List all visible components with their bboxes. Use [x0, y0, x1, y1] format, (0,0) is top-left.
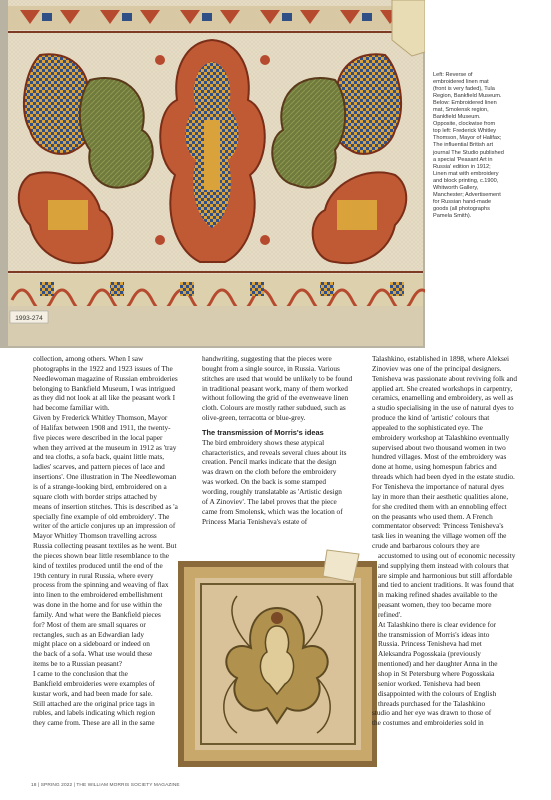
photo-caption: Left: Reverse of embroidered linen mat (front is very faded), Tula Region, Bankfield Museum. Below: Embroidered linen mat, Smolensk region, Bankfield Museum. Opposite, clockwise from top left: Frederick Whitley Thomson, Mayor of Halifax; The influential British art journal The Studio published a special 'Peasant Art in Russia' edition in 1912; Linen mat with embroidery and block printing, c.1900, Whitworth Gallery, Manchester; Advertisement for Russian hand-made goods (all photographs Pamela Smith).: [433, 72, 504, 219]
museum-label: 1993-274: [15, 315, 43, 322]
page-footer: 18 | SPRING 2022 | THE WILLIAM MORRIS SOCIETY MAGAZINE: [31, 783, 180, 788]
section-heading: The transmission of Morris's ideas: [202, 427, 324, 437]
embroidered-mat-photo: [0, 0, 425, 348]
body-column-1: collection, among others. When I saw photographs in the 1922 and 1923 issues of The Needlewoman magazine of Russian embroideries belonging to Bankfield Museum, I was intrigued as they did not look at all like the peasant work I had become familiar with. Given by Frederick Whitley Thomson, Mayor of Halifax between 1908 and 1911, the twenty- five pieces were described in the local paper when they arrived at the museum in 1912 as 'tray and tea cloths, a sofa back, quaint little mats, ladies' scarves, and pattern pieces of lace and insertions'. One illustration in The Needlewoman is of a strange-looking bird, embroidered on a square cloth with border strips attached by means of insertion stitches. This is described as 'a specially fine example of old embroidery'. The writer of the article conjures up an impression of Mayor Whitley Thomson travelling across Russia collecting peasant textiles as he went. But the pieces shown bear little resemblance to the kind of textiles produced until the end of the 19th century in rural Russia, where every process from the spinning and weaving of flax into linen to the embroidered embellishment was done in the home and for use within the family. And what were the Bankfield pieces for? Most of them are small squares or rectangles, such as an Edwardian lady might place on a sideboard or indeed on the back of a sofa. What use would these items be to a Russian peasant? I came to the conclusion that the Bankfield embroideries were examples of kustar work, and had been made for sale. Still attached are the original price tags in rubles, and labels indicating which region they came from. These are all in the same: [33, 354, 178, 728]
body-column-2: handwriting, suggesting that the pieces were bought from a single source, in Russia. Various stitches are used that would be unlikely to be found in traditional peasant work, many of them worked without following the grid of the evenweave linen cloth. Colours are mostly rather subdued, such as olive-green, terracotta or blue-grey. The transmission of Morris's ideas The bird embroidery shows these atypical characteristics, and reveals several clues about its creation. Pencil marks indicate that the design was drawn on the cloth before the embroidery was worked. On the back is some stamped wording, roughly translatable as 'Artistic design of A Zinoviev'. The label proves that the piece came from Smolensk, which was the location of Princess Maria Tenisheva's estate of: [202, 354, 359, 526]
bird-embroidery-photo: [177, 548, 377, 768]
body-column-3: Talashkino, established in 1898, where Aleksei Zinoviev was one of the principal designers. Tenisheva was passionate about reviving folk and applied art. She created workshops in carpentry, ceramics, enamelling and embroidery, as well as a studio specialising in the use of natural dyes to produce the kind of 'artistic' colours that appealed to the sophisticated eye. The embroidery workshop at Talashkino eventually supervised about two thousand women in two hundred villages. Most of the embroidery was done at home, using homespun fabrics and threads which had been dyed in the estate studio. For Tenisheva the importance of natural dyes lay in more than their aesthetic qualities alone, for she credited them with an ennobling effect on the peasants who used them. A French commentator observed: 'Princess Tenisheva's task lies in weaning the village women off the crude and barbarous colours they are accustomed to using out of economic necessity and supplying them instead with colours that are simple and harmonious but still affordable and tied to ancient traditions. It was found that in making refined shades available to the peasant women, they too became more refined'. At Talashkino there is clear evidence for the transmission of Morris's ideas into Russia. Princess Tenisheva had met Aleksandra Pogosskaia (previously mentioned) and her daughter Anna in the shop in St Petersburg where Pogosskaia senior worked. Tenisheva had been disappointed with the colours of English threads purchased for the Talashkino studio and her eye was drawn to those of the costumes and embroideries sold in: [372, 354, 517, 728]
